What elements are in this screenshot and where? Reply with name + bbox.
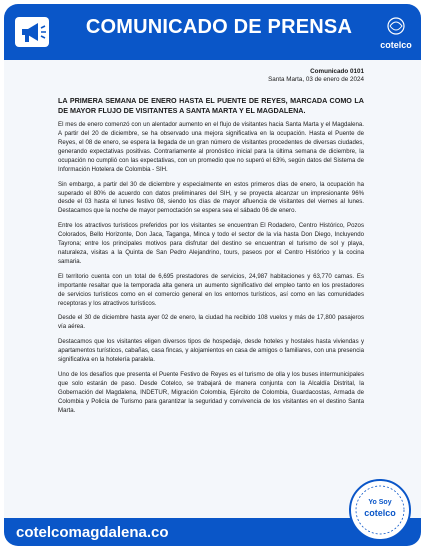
paragraph: Desde el 30 de diciembre hasta ayer 02 de enero, la ciudad ha recibido 108 vuelos y más de 17,800 pasajeros vía aérea. (58, 314, 364, 331)
headline: LA PRIMERA SEMANA DE ENERO HASTA EL PUENTE DE REYES, MARCADA COMO LA DE MAYOR FLUJO DE VISITANTES A SANTA MARTA Y EL MAGDALENA. (58, 96, 364, 115)
yo-soy-cotelco-seal-icon (348, 478, 412, 542)
paragraph: El mes de enero comenzó con un alentador aumento en el flujo de visitantes hacia Santa Marta y el Magdalena. A partir del 20 de diciembre, se ha observado una mejora significativa en la ocupación. Hasta el Puente de Reyes, el 08 de enero, se espera la llegada de un gran número de visitantes procedentes de diversas ciudades, generando expectativas positivas. Contrariamente al pronóstico inicial para la última semana de diciembre, la ocupación no cumplió con las expectativas, con un promedio que no superó el 63%, según datos del Sistema de Información Hotelera de Colombia - SIH. (58, 121, 364, 173)
article-content (58, 68, 364, 416)
header-bar (4, 4, 421, 60)
paragraph: Destacamos que los visitantes eligen diversos tipos de hospedaje, desde hoteles y hostales hasta viviendas y apartamentos turísticos, cabañas, casa fincas, y alojamientos en casa de amigos o familiares, con una presencia significativa en la hotelería paralela. (58, 338, 364, 364)
megaphone-icon (14, 16, 50, 48)
paragraph: Entre los atractivos turísticos preferidos por los visitantes se encuentran El Rodadero, Centro Histórico, Pozos Colorados, Bello Horizonte, Don Jaca, Taganga, Minca y todo el sector de la vía hasta Don Diego, Incluyendo Tayrona; entre los principales motivos para disfrutar del destino se encuentran el turismo de sol y playa, naturaleza, visitas a la Quinta de San Pedro Alejandrino, tours, paseos por el Centro Histórico y la cocina samaria. (58, 222, 364, 265)
release-place-date: Santa Marta, 03 de enero de 2024 (268, 76, 364, 84)
seal-brand-text: cotelco (364, 508, 396, 518)
release-number: Comunicado 0101 (310, 68, 364, 75)
release-meta (58, 68, 364, 84)
paragraph: Uno de los desafíos que presenta el Puente Festivo de Reyes es el turismo de olla y los buses intermunicipales que solo estarán de paso. Desde Cotelco, se trabajará de manera conjunta con la Alcaldía Distrital, la Gobernación del Magdalena, INDETUR, Migración Colombia, Ejército de Colombia, Guardacostas, Armada de Colombia y Policía de Turismo para garantizar la seguridad y convivencia de los visitantes en el destino Santa Marta. (58, 370, 364, 414)
footer-url-link[interactable]: cotelcomagdalena.co (16, 524, 169, 541)
seal-top-text: Yo Soy (368, 499, 392, 506)
logo-text: cotelco (380, 40, 412, 50)
header-title: COMUNICADO DE PRENSA (85, 16, 353, 38)
paragraph: Sin embargo, a partir del 30 de diciembre y especialmente en estos primeros días de enero, la ocupación ha superado el 80% de acuerdo con datos preliminares del SIH, y se proyecta alcanzar un impresionante 96% desde el 03 hasta el lunes festivo 08, siendo los días de mayor afluencia de visitantes del viernes al lunes. Destacamos que la noche de mayor pernoctación se espera sea el sábado 06 de enero. (58, 180, 364, 215)
paragraph: El territorio cuenta con un total de 6,695 prestadores de servicios, 24,987 habitaciones y 63,770 camas. Es importante resaltar que la temporada alta genera un aumento significativo del empleo tanto en los prestadores de servicios turísticos como en el comercio general en los entornos turísticos, así como en las comunidades receptoras y los atractivos turísticos. (58, 272, 364, 307)
